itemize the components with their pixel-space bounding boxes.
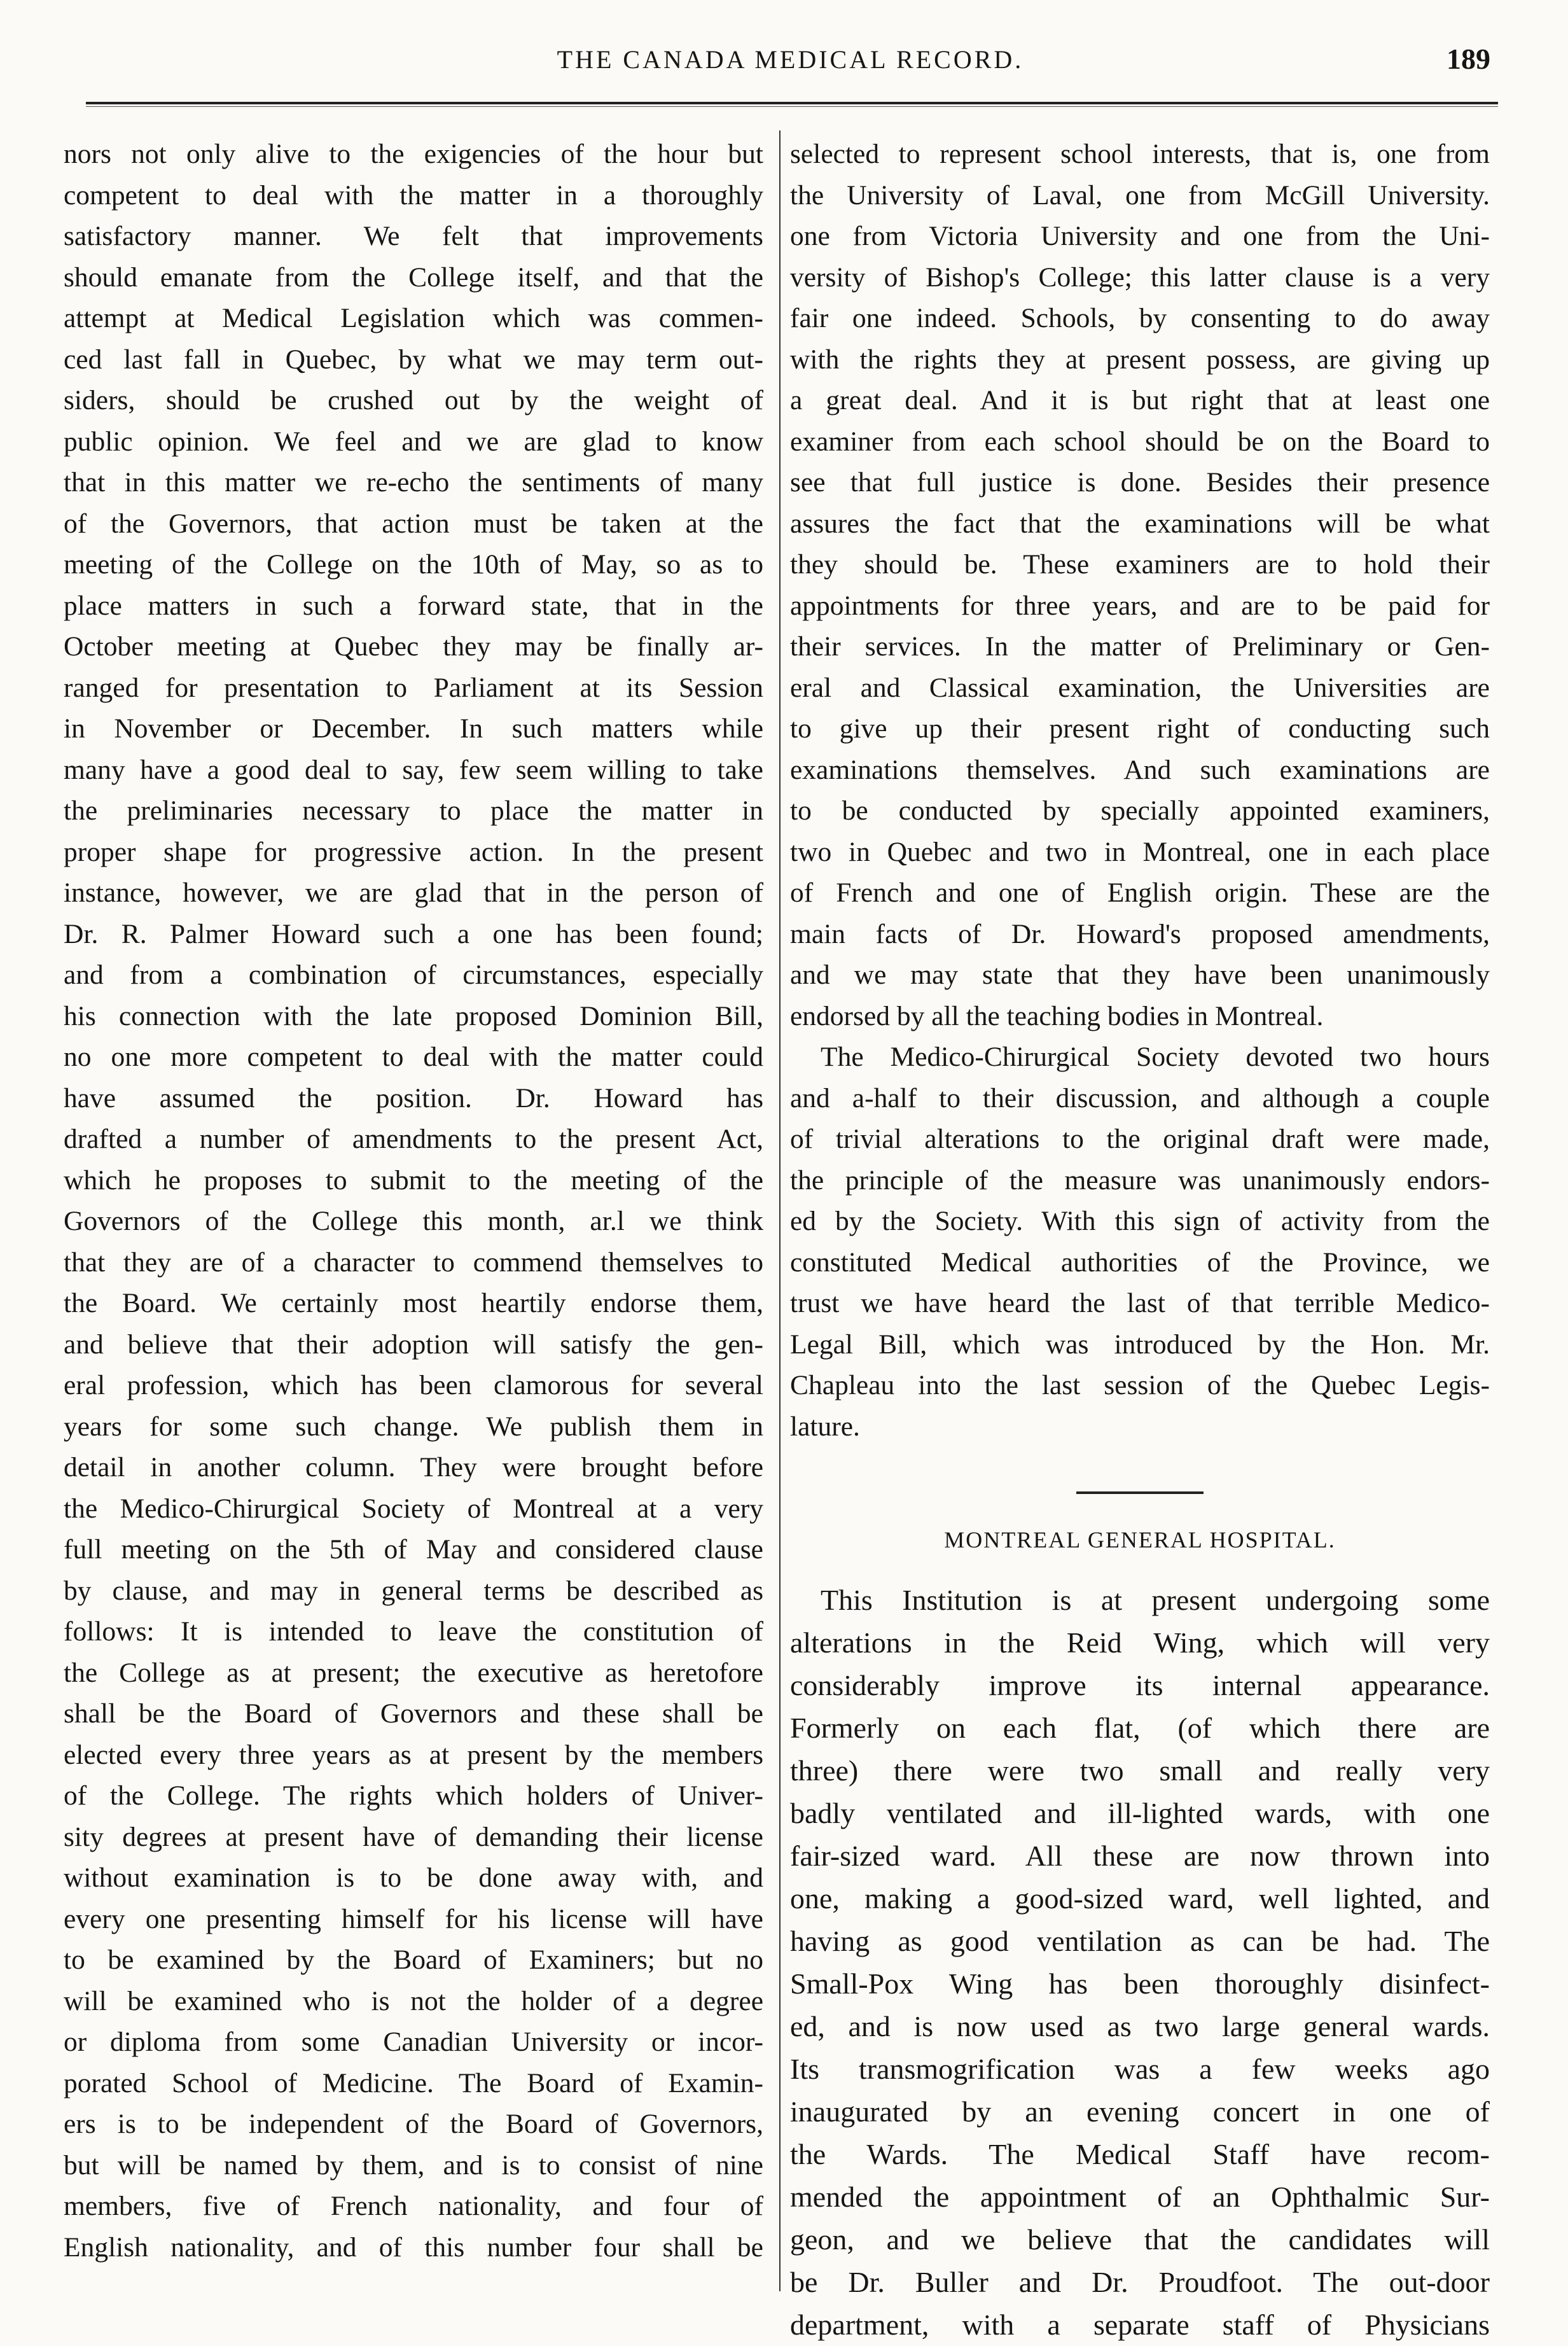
text-line: the Wards. The Medical Staff have recom- <box>790 2137 1490 2170</box>
text-line: or diploma from some Canadian University or incor- <box>64 2027 763 2057</box>
text-line: they should be. These examiners are to hold their <box>790 549 1490 580</box>
text-line: members, five of French nationality, and four of <box>64 2191 763 2221</box>
text-line: sity degrees at present have of demanding their license <box>64 1821 763 1852</box>
text-line: ranged for presentation to Parliament at its Session <box>64 672 763 703</box>
text-line: meeting of the College on the 10th of May, so as to <box>64 549 763 580</box>
header-rule <box>86 102 1498 107</box>
text-line: the preliminaries necessary to place the matter in <box>64 795 763 826</box>
text-line: porated School of Medicine. The Board of Examin- <box>64 2067 763 2098</box>
text-line: to be conducted by specially appointed examiners, <box>790 795 1490 826</box>
text-line: examinations themselves. And such examinations are <box>790 754 1490 785</box>
text-line: ed by the Society. With this sign of activity from the <box>790 1206 1490 1236</box>
text-line: three) there were two small and really very <box>790 1754 1490 1787</box>
text-line: Legal Bill, which was introduced by the Hon. Mr. <box>790 1329 1490 1360</box>
text-line: competent to deal with the matter in a thoroughly <box>64 179 763 211</box>
text-line: Formerly on each flat, (of which there are <box>790 1711 1490 1744</box>
text-line: English nationality, and of this number four shall be <box>64 2231 763 2263</box>
text-line: full meeting on the 5th of May and considered clause <box>64 1534 763 1565</box>
page-header <box>76 45 1504 89</box>
text-line: of the Governors, that action must be taken at the <box>64 508 763 539</box>
spacer <box>790 1447 1490 1485</box>
right-column <box>790 134 1490 2346</box>
text-line: and believe that their adoption will satisfy the gen- <box>64 1329 763 1360</box>
text-line: mended the appointment of an Ophthalmic Sur- <box>790 2180 1490 2213</box>
text-line: assures the fact that the examinations will be what <box>790 508 1490 539</box>
text-line: lature. <box>790 1411 860 1442</box>
text-line: department, with a separate staff of Physicians <box>790 2308 1490 2341</box>
text-line: attempt at Medical Legislation which was commen- <box>64 303 763 333</box>
text-line: one from Victoria University and one from the Uni- <box>790 221 1490 251</box>
text-line: Chapleau into the last session of the Quebec Legis- <box>790 1370 1490 1400</box>
text-line: the Board. We certainly most heartily endorse them, <box>64 1288 763 1318</box>
text-line: that in this matter we re-echo the sentiments of many <box>64 467 763 498</box>
running-title: THE CANADA MEDICAL RECORD. <box>557 45 1024 74</box>
text-line: eral and Classical examination, the Universities are <box>790 672 1490 703</box>
text-line: October meeting at Quebec they may be finally ar- <box>64 631 763 662</box>
text-line: The Medico-Chirurgical Society devoted two hours <box>821 1042 1490 1072</box>
text-line: no one more competent to deal with the matter could <box>64 1042 763 1072</box>
text-line: years for some such change. We publish them in <box>64 1411 763 1442</box>
text-line: Its transmogrification was a few weeks ago <box>790 2052 1490 2085</box>
text-line: the College as at present; the executive as heretofore <box>64 1657 763 1688</box>
text-line: drafted a number of amendments to the present Act, <box>64 1124 763 1154</box>
text-line: siders, should be crushed out by the weight of <box>64 385 763 415</box>
text-line: the University of Laval, one from McGill University. <box>790 179 1490 211</box>
text-line: satisfactory manner. We felt that improvements <box>64 221 763 251</box>
text-line: many have a good deal to say, few seem willing to take <box>64 754 763 785</box>
text-line: fair-sized ward. All these are now thrown into <box>790 1839 1490 1872</box>
paragraph-medico-chirurgical-society <box>790 1037 1490 1447</box>
text-line: alterations in the Reid Wing, which will very <box>790 1626 1490 1659</box>
text-line: follows: It is intended to leave the constitution of <box>64 1616 763 1647</box>
text-line: by clause, and may in general terms be described as <box>64 1575 763 1606</box>
text-line: their services. In the matter of Preliminary or Gen- <box>790 631 1490 662</box>
text-line: of trivial alterations to the original draft were made, <box>790 1124 1490 1154</box>
text-line: which he proposes to submit to the meeting of the <box>64 1164 763 1196</box>
text-line: that they are of a character to commend themselves to <box>64 1246 763 1278</box>
text-line: place matters in such a forward state, that in the <box>64 590 763 621</box>
text-line: instance, however, we are glad that in the person of <box>64 877 763 908</box>
section-rule <box>1076 1491 1204 1494</box>
paragraph-montreal-general-hospital <box>790 1579 1490 2346</box>
text-line: with the rights they at present possess, are giving up <box>790 344 1490 375</box>
text-line: in November or December. In such matters while <box>64 713 763 744</box>
text-line: and from a combination of circumstances, especially <box>64 960 763 990</box>
text-line: shall be the Board of Governors and these shall be <box>64 1698 763 1729</box>
text-line: elected every three years as at present by the members <box>64 1739 763 1770</box>
text-line: of French and one of English origin. These are the <box>790 877 1490 908</box>
text-line: Governors of the College this month, ar.l we think <box>64 1206 763 1236</box>
text-line: badly ventilated and ill-lighted wards, with one <box>790 1796 1490 1829</box>
text-line: of the College. The rights which holders of Univer- <box>64 1780 763 1811</box>
text-line: nors not only alive to the exigencies of the hour but <box>64 139 763 169</box>
text-line: examiner from each school should be on the Board to <box>790 426 1490 457</box>
text-line: appointments for three years, and are to be paid for <box>790 590 1490 621</box>
text-line: public opinion. We feel and we are glad to know <box>64 426 763 457</box>
page-number: 189 <box>1447 43 1490 75</box>
column-divider <box>779 130 781 2291</box>
text-line: eral profession, which has been clamorous for several <box>64 1370 763 1400</box>
text-line: versity of Bishop's College; this latter clause is a very <box>790 262 1490 293</box>
text-line: Small-Pox Wing has been thoroughly disinfect- <box>790 1967 1490 2000</box>
text-line: fair one indeed. Schools, by consenting to do away <box>790 303 1490 333</box>
text-line: a great deal. And it is but right that at least one <box>790 385 1490 415</box>
text-line: without examination is to be done away with, and <box>64 1862 763 1893</box>
text-line: having as good ventilation as can be had. The <box>790 1924 1490 1957</box>
text-line: to give up their present right of conducting such <box>790 713 1490 744</box>
text-line: This Institution is at present undergoing some <box>821 1583 1490 1616</box>
text-line: but will be named by them, and is to consist of nine <box>64 2149 763 2181</box>
text-line: the principle of the measure was unanimously endors- <box>790 1164 1490 1196</box>
text-line: geon, and we believe that the candidates will <box>790 2223 1490 2256</box>
text-line: ed, and is now used as two large general wards. <box>790 2009 1490 2042</box>
text-line: ced last fall in Quebec, by what we may term out- <box>64 344 763 375</box>
text-line: see that full justice is done. Besides their presence <box>790 467 1490 498</box>
section-heading: MONTREAL GENERAL HOSPITAL. <box>944 1527 1336 1553</box>
text-line: detail in another column. They were brought before <box>64 1452 763 1483</box>
text-line: considerably improve its internal appearance. <box>790 1668 1490 1701</box>
text-line: trust we have heard the last of that terrible Medico- <box>790 1288 1490 1318</box>
text-line: his connection with the late proposed Dominion Bill, <box>64 1000 763 1031</box>
text-line: constituted Medical authorities of the Province, we <box>790 1246 1490 1278</box>
text-line: one, making a good-sized ward, well lighted, and <box>790 1882 1490 1915</box>
text-line: will be examined who is not the holder of a degree <box>64 1985 763 2016</box>
text-line: to be examined by the Board of Examiners; but no <box>64 1945 763 1975</box>
text-line: Dr. R. Palmer Howard such a one has been found; <box>64 918 763 949</box>
left-column <box>64 134 763 2268</box>
text-line: and we may state that they have been unanimously <box>790 960 1490 990</box>
text-line: and a-half to their discussion, and although a couple <box>790 1082 1490 1114</box>
text-line: two in Quebec and two in Montreal, one in each place <box>790 836 1490 867</box>
text-line: every one presenting himself for his license will have <box>64 1903 763 1934</box>
text-line: proper shape for progressive action. In the present <box>64 836 763 867</box>
text-line: main facts of Dr. Howard's proposed amendments, <box>790 918 1490 949</box>
text-line: ers is to be independent of the Board of Governors, <box>64 2109 763 2139</box>
paragraph-school-examiners <box>790 134 1490 1037</box>
text-line: inaugurated by an evening concert in one of <box>790 2095 1490 2128</box>
text-line: selected to represent school interests, that is, one from <box>790 139 1490 169</box>
text-line: endorsed by all the teaching bodies in Montreal. <box>790 1000 1324 1031</box>
text-line: should emanate from the College itself, and that the <box>64 262 763 293</box>
text-line: have assumed the position. Dr. Howard has <box>64 1082 763 1114</box>
text-line: be Dr. Buller and Dr. Proudfoot. The out-door <box>790 2265 1490 2298</box>
text-line: the Medico-Chirurgical Society of Montreal at a very <box>64 1493 763 1524</box>
